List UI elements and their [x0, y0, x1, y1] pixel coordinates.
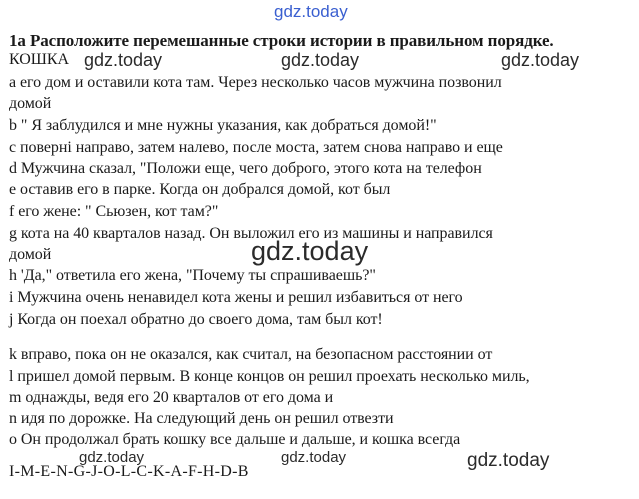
watermark-row1-b: gdz.today: [281, 50, 360, 70]
worksheet-page: [9, 0, 634, 499]
watermark-top: gdz.today: [274, 2, 348, 21]
watermark-bottom-b: gdz.today: [281, 449, 347, 466]
story-line-e: e оставив его в парке. Когда он добрался домой, кот был: [9, 181, 391, 198]
story-line-n: n идя по дорожке. На следующий день он решил отвезти: [9, 410, 394, 427]
story-line-g: g кота на 40 кварталов назад. Он выложил его из машины и направился: [9, 225, 493, 242]
story-line-o: o Он продолжал брать кошку все дальше и дальше, и кошка всегда: [9, 431, 461, 448]
story-line-j: j Когда он поехал обратно до своего дома, там был кот!: [9, 311, 383, 328]
story-line-a: а его дом и оставили кота там. Через несколько часов мужчина позвонил: [9, 74, 502, 91]
watermark-bottom-c: gdz.today: [467, 450, 550, 471]
watermark-bottom-a: gdz.today: [79, 449, 145, 466]
watermark-middle: gdz.today: [251, 236, 369, 266]
story-title: КОШКА: [9, 51, 69, 68]
story-line-m: m однажды, ведя его 20 кварталов от его дома и: [9, 389, 334, 406]
task-title: 1a Расположите перемешанные строки истории в правильном порядке.: [9, 31, 554, 50]
story-line-i: i Мужчина очень ненавидел кота жены и решил избавиться от него: [9, 289, 463, 306]
watermark-row1-c: gdz.today: [501, 50, 580, 70]
story-line-g-cont: домой: [9, 246, 52, 263]
story-line-b: b " Я заблудился и мне нужны указания, как добраться домой!": [9, 117, 437, 134]
watermark-row1-a: gdz.today: [84, 50, 163, 70]
story-line-l: l пришел домой первым. В конце концов он решил проехать несколько миль,: [9, 368, 530, 385]
answer-sequence: I-M-E-N-G-J-O-L-C-K-A-F-H-D-B: [9, 463, 249, 480]
story-line-c: c повернi направо, затем налево, после моста, затем снова направо и еще: [9, 139, 503, 156]
story-line-a-cont: домой: [9, 95, 52, 112]
story-line-d: d Мужчина сказал, "Положи еще, чего доброго, этого кота на телефон: [9, 160, 482, 177]
story-line-k: k вправо, пока он не оказался, как считал, на безопасном расстоянии от: [9, 346, 493, 363]
story-line-h: h 'Да," ответила его жена, "Почему ты спрашиваешь?": [9, 267, 376, 284]
story-line-f: f его жене: " Сьюзен, кот там?": [9, 203, 219, 220]
